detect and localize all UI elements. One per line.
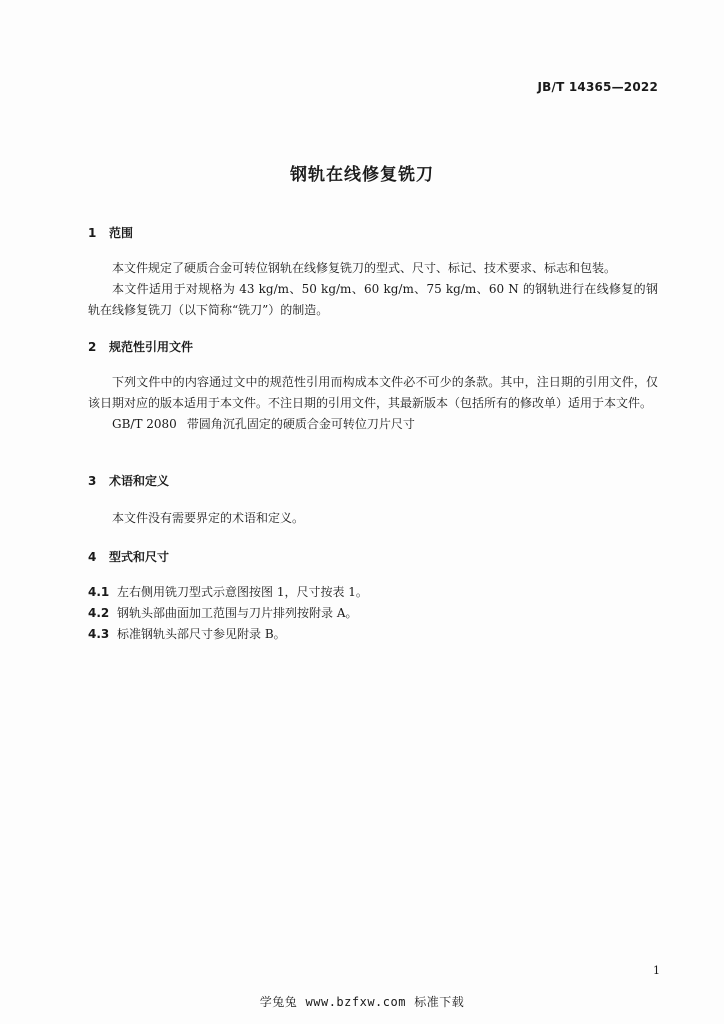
- paragraph: 下列文件中的内容通过文中的规范性引用而构成本文件必不可少的条款。其中，注日期的引用文件，仅该日期对应的版本适用于本文件。不注日期的引用文件，其最新版本（包括所有的修改单）适用于本文件。: [88, 375, 658, 410]
- section-number: 3: [88, 474, 97, 488]
- clause-text: 左右侧用铣刀型式示意图按图 1，尺寸按表 1。: [117, 585, 368, 599]
- section-1-heading: [88, 224, 133, 241]
- section-2-body: [88, 372, 658, 435]
- section-title: 型式和尺寸: [109, 550, 170, 564]
- section-number: 4: [88, 550, 97, 564]
- clause-4-1: [88, 582, 368, 603]
- section-2-heading: [88, 338, 193, 355]
- clause-number: 4.2: [88, 606, 110, 620]
- clause-4-2: [88, 603, 357, 624]
- clause-number: 4.3: [88, 627, 110, 641]
- standard-code: JB/T 14365—2022: [537, 80, 658, 94]
- footer-download-label: 标准下载: [414, 995, 465, 1009]
- document-title: 钢轨在线修复铣刀: [290, 165, 434, 185]
- section-3-heading: [88, 472, 169, 489]
- section-3-body: [88, 508, 658, 529]
- normative-reference: [88, 414, 658, 435]
- section-title: 范围: [109, 226, 134, 240]
- paragraph: 本文件没有需要界定的术语和定义。: [112, 511, 305, 525]
- reference-code: GB/T 2080: [112, 417, 177, 431]
- page-number: 1: [653, 964, 660, 977]
- section-1-body: [88, 258, 658, 321]
- paragraph: 本文件规定了硬质合金可转位钢轨在线修复铣刀的型式、尺寸、标记、技术要求、标志和包装。: [112, 261, 617, 275]
- paragraph: 本文件适用于对规格为 43 kg/m、50 kg/m、60 kg/m、75 kg/m、60 N 的钢轨进行在线修复的钢轨在线修复铣刀（以下简称“铣刀”）的制造。: [88, 282, 658, 317]
- clause-text: 标准钢轨头部尺寸参见附录 B。: [117, 627, 286, 641]
- reference-title: 带圆角沉孔固定的硬质合金可转位刀片尺寸: [186, 417, 415, 431]
- clause-number: 4.1: [88, 585, 110, 599]
- section-4-heading: [88, 548, 169, 565]
- section-number: 2: [88, 340, 97, 354]
- clause-text: 钢轨头部曲面加工范围与刀片排列按附录 A。: [117, 606, 358, 620]
- footer-watermark: [0, 993, 724, 1010]
- section-title: 规范性引用文件: [109, 340, 194, 354]
- section-number: 1: [88, 226, 97, 240]
- footer-site-name: 学兔兔: [259, 995, 298, 1009]
- section-title: 术语和定义: [109, 474, 170, 488]
- clause-4-3: [88, 624, 286, 645]
- footer-url[interactable]: www.bzfxw.com: [305, 995, 406, 1009]
